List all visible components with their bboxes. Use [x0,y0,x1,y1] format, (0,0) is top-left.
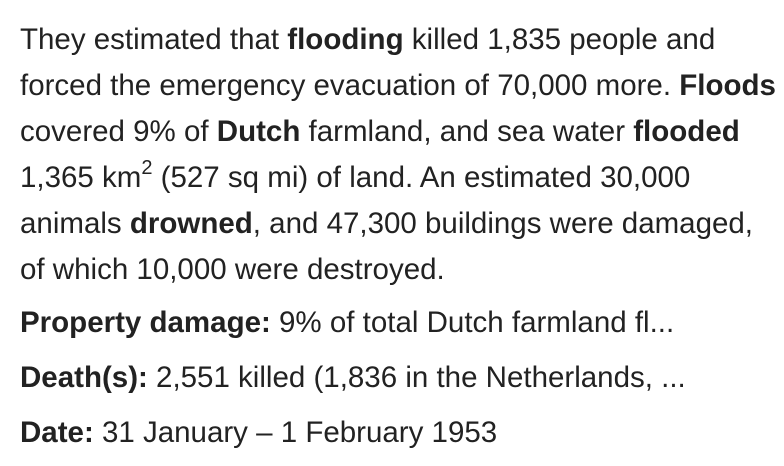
fact-list [20,304,784,451]
superscript: 2 [141,157,153,180]
snippet-text-run: (527 sq mi) of land. An estimated 30,000 animals [20,161,691,240]
highlighted-term-flooding: flooding [287,23,404,56]
fact-key: Date: [20,416,94,449]
fact-date [20,414,784,451]
fact-value: 9% of total Dutch farmland fl... [270,306,675,339]
fact-deaths [20,359,784,396]
fact-key: Property damage: [20,306,271,339]
highlighted-term-flooded: flooded [633,115,740,148]
highlighted-term-drowned: drowned [129,207,253,240]
snippet-text-run: 1,365 km [20,161,142,194]
fact-value: 31 January – 1 February 1953 [93,416,498,449]
snippet-text-run: killed 1,835 people and forced the emergency evacuation of 70,000 more. [20,23,716,102]
fact-property-damage [20,304,784,341]
snippet-text-run: They estimated that [20,23,288,56]
snippet-text [20,17,780,293]
fact-key: Death(s): [20,361,148,394]
snippet-text-run: , and 47,300 buildings were damaged, of which 10,000 were destroyed. [20,207,753,286]
highlighted-term-dutch: Dutch [216,115,301,148]
snippet-text-run: covered 9% of [20,115,217,148]
highlighted-term-floods: Floods [679,69,776,102]
snippet-text-run: farmland, and sea water [300,115,634,148]
fact-value: 2,551 killed (1,836 in the Netherlands, ... [147,361,686,394]
